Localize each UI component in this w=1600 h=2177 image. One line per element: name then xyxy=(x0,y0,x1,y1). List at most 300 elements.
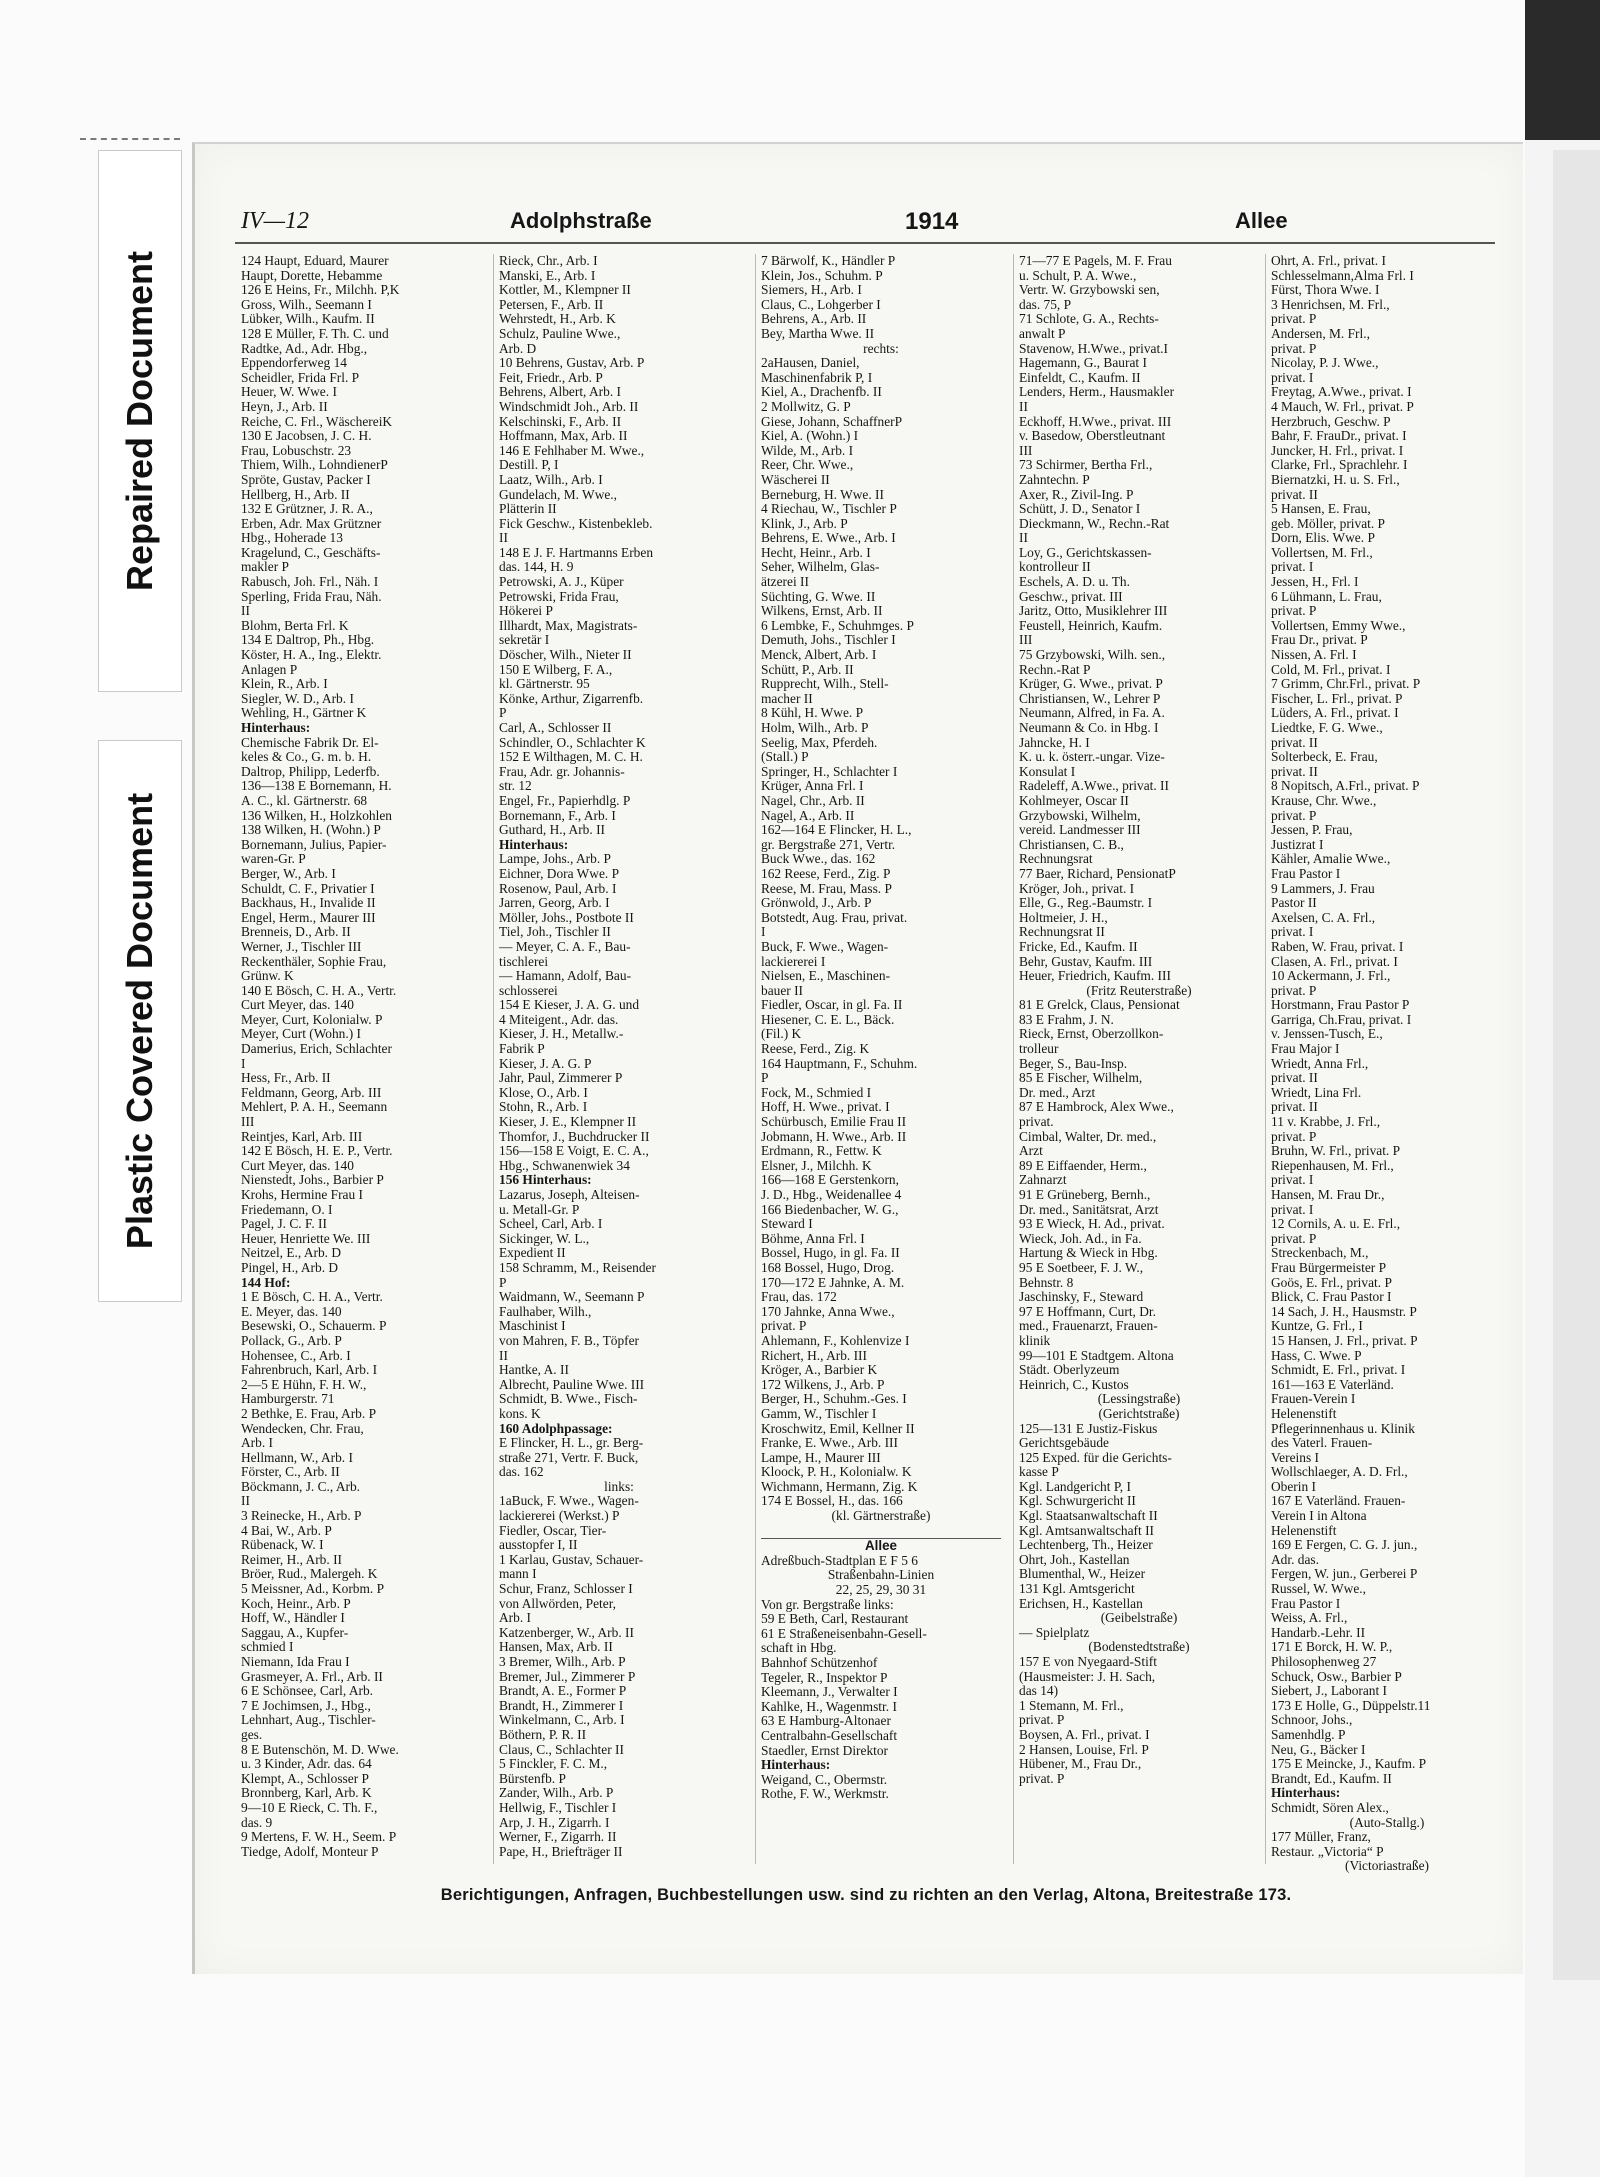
directory-entry-line: 6 Lühmann, L. Frau, xyxy=(1271,589,1382,604)
plastic-covered-label xyxy=(98,740,182,1302)
directory-entry-line: Christiansen, W., Lehrer P xyxy=(1019,691,1161,706)
directory-entry-line: 2aHausen, Daniel, xyxy=(761,356,860,371)
directory-entry-line: Möller, Johs., Postbote II xyxy=(499,910,634,925)
directory-entry-line: Konsulat I xyxy=(1019,764,1076,779)
directory-entry-line: Erichsen, H., Kastellan xyxy=(1019,1596,1143,1611)
directory-entry-line: Weigand, C., Obermstr. xyxy=(761,1772,888,1787)
directory-entry-line: Jessen, H., Frl. I xyxy=(1271,575,1359,590)
directory-entry-line: Schlesselmann,Alma Frl. I xyxy=(1271,268,1414,283)
directory-entry-line: 6 Lembke, F., Schuhmges. P xyxy=(761,618,914,633)
column-rule xyxy=(1013,254,1014,1864)
directory-entry-line: Kroschwitz, Emil, Kellner II xyxy=(761,1421,915,1436)
directory-entry-line: III xyxy=(241,1115,255,1130)
directory-entry-line: Kgl. Amtsanwaltschaft II xyxy=(1019,1523,1154,1538)
directory-entry-line: Thiem, Wilh., LohndienerP xyxy=(241,458,388,473)
directory-entry-line: 7 Grimm, Chr.Frl., privat. P xyxy=(1271,677,1421,692)
directory-entry-line: Werner, F., Zigarrh. II xyxy=(499,1830,617,1845)
directory-entry-line: Rechnungsrat II xyxy=(1019,925,1105,940)
directory-entry-line: 126 E Heins, Fr., Milchh. P,K xyxy=(241,283,400,298)
directory-entry-line: II xyxy=(241,1494,250,1509)
directory-entry-line: (Fil.) K xyxy=(761,1027,802,1042)
directory-entry-line: Rechn.-Rat P xyxy=(1019,662,1091,677)
directory-entry-line: — Hamann, Adolf, Bau- xyxy=(499,969,632,984)
directory-entry-line: Russel, W. Wwe., xyxy=(1271,1582,1366,1597)
directory-entry-line: Damerius, Erich, Schlachter xyxy=(241,1042,392,1057)
directory-entry-line: Siebert, J., Laborant I xyxy=(1271,1684,1388,1699)
directory-entry-line: anwalt P xyxy=(1019,326,1066,341)
directory-entry-line: Behrens, Albert, Arb. I xyxy=(499,385,621,400)
directory-entry-line: 148 E J. F. Hartmanns Erben xyxy=(499,545,654,560)
directory-entry-line: Bürstenfb. P xyxy=(499,1771,566,1786)
directory-entry-line: 1aBuck, F. Wwe., Wagen- xyxy=(499,1494,639,1509)
directory-entry-line: mann I xyxy=(499,1567,537,1582)
directory-entry-line: Pollack, G., Arb. P xyxy=(241,1333,342,1348)
directory-entry-line: vereid. Landmesser III xyxy=(1019,823,1141,838)
directory-entry-line: I xyxy=(241,1056,246,1071)
directory-entry-line: Adreßbuch-Stadtplan E F 5 6 xyxy=(761,1553,918,1568)
directory-entry-line: Engel, Fr., Papierhdlg. P xyxy=(499,793,631,808)
directory-entry-line: 3 Bremer, Wilh., Arb. P xyxy=(499,1655,626,1669)
directory-entry-line: Wieck, Joh. Ad., in Fa. xyxy=(1019,1231,1142,1246)
directory-entry-line: 144 Hof: xyxy=(241,1275,291,1290)
directory-entry-line: Anlagen P xyxy=(241,662,298,677)
directory-entry-line: 173 E Holle, G., Düppelstr.11 xyxy=(1271,1698,1431,1713)
directory-entry-line: Wollschlaeger, A. D. Frl., xyxy=(1271,1465,1408,1480)
directory-entry-line: Krüger, Anna Frl. I xyxy=(761,779,864,794)
directory-entry-line: Schindler, O., Schlachter K xyxy=(499,735,646,750)
directory-entry-line: Fiedler, Oscar, in gl. Fa. II xyxy=(761,998,903,1013)
publisher-footer: Berichtigungen, Anfragen, Buchbestellungen usw. sind zu richten an den Verlag, Altona, Breitestraße 173. xyxy=(440,1886,1292,1904)
directory-entry-line: Berneburg, H. Wwe. II xyxy=(761,487,884,502)
directory-entry-line: Maschinenfabrik P, I xyxy=(761,370,873,385)
directory-entry-line: Kiel, A., Drachenfb. II xyxy=(761,385,882,400)
directory-entry-line: 156 Hinterhaus: xyxy=(499,1173,592,1188)
directory-entry-line: privat. P xyxy=(1271,604,1317,619)
directory-entry-line: Raben, W. Frau, privat. I xyxy=(1271,939,1404,954)
directory-entry-line: 83 E Frahm, J. N. xyxy=(1019,1012,1114,1027)
directory-entry-line: 10 Ackermann, J. Frl., xyxy=(1271,969,1391,984)
directory-entry-line: 134 E Daltrop, Ph., Hbg. xyxy=(241,633,375,648)
directory-entry-line: J. D., Hbg., Weidenallee 4 xyxy=(761,1188,902,1202)
directory-entry-line: ges. xyxy=(241,1727,263,1742)
directory-entry-line: Ahlemann, F., Kohlenvize I xyxy=(761,1333,910,1348)
directory-entry-line: Liedtke, F. G. Wwe., xyxy=(1271,721,1383,735)
directory-entry-line: Kröger, Joh., privat. I xyxy=(1019,881,1135,896)
directory-entry-line: 5 Meissner, Ad., Korbm. P xyxy=(241,1582,385,1597)
directory-entry-line: Städt. Oberlyzeum xyxy=(1019,1363,1120,1378)
directory-entry-line: Juncker, H. Frl., privat. I xyxy=(1271,443,1404,458)
directory-entry-line: Neumann & Co. in Hbg. I xyxy=(1019,721,1159,735)
directory-entry-line: Laatz, Wilh., Arb. I xyxy=(499,472,603,487)
directory-entry-line: Niemann, Ida Frau I xyxy=(241,1655,350,1669)
directory-entry-line: 132 E Grützner, J. R. A., xyxy=(241,502,373,517)
directory-entry-line: Hinterhaus: xyxy=(499,837,569,852)
directory-entry-line: Kieser, J. E., Klempner II xyxy=(499,1115,637,1130)
directory-entry-line: Cimbal, Walter, Dr. med., xyxy=(1019,1129,1157,1144)
directory-entry-line: 4 Bai, W., Arb. P xyxy=(241,1523,332,1538)
directory-entry-line: Hecht, Heinr., Arb. I xyxy=(761,545,871,560)
directory-entry-line: Grönwold, J., Arb. P xyxy=(761,896,872,911)
directory-entry-line: privat. P xyxy=(1271,1231,1317,1246)
directory-entry-line: kl. Gärtnerstr. 95 xyxy=(499,677,590,692)
directory-entry-line: 162—164 E Flincker, H. L., xyxy=(761,823,912,838)
directory-entry-line: 15 Hansen, J. Frl., privat. P xyxy=(1271,1333,1418,1348)
directory-entry-line: Gundelach, M. Wwe., xyxy=(499,487,618,502)
directory-entry-line: privat. I xyxy=(1271,925,1314,940)
directory-entry-line: Carl, A., Schlosser II xyxy=(499,721,612,735)
directory-entry-line: privat. P xyxy=(1271,983,1317,998)
directory-entry-line: 170 Jahnke, Anna Wwe., xyxy=(761,1304,895,1319)
directory-entry-line: Lehnhart, Aug., Tischler- xyxy=(241,1713,376,1728)
directory-entry-line: Cold, M. Frl., privat. I xyxy=(1271,662,1391,677)
directory-entry-line: Pape, H., Briefträger II xyxy=(499,1844,623,1859)
directory-entry-line: Pastor II xyxy=(1271,896,1317,911)
directory-entry-line: Winkelmann, C., Arb. I xyxy=(499,1713,625,1728)
directory-entry-line: Hess, Fr., Arb. II xyxy=(241,1071,331,1086)
directory-entry-line: Hbg., Schwanenwiek 34 xyxy=(499,1158,630,1173)
directory-entry-line: 75 Grzybowski, Wilh. sen., xyxy=(1019,648,1166,663)
scan-shadow xyxy=(1553,150,1600,1980)
directory-entry-line: 3 Reinecke, H., Arb. P xyxy=(241,1509,362,1524)
directory-entry-line: Erben, Adr. Max Grützner xyxy=(241,516,382,531)
directory-entry-line: Lübker, Wilh., Kaufm. II xyxy=(241,312,375,327)
directory-entry-line: Klempt, A., Schlosser P xyxy=(241,1771,369,1786)
directory-entry-line: Einfeldt, C., Kaufm. II xyxy=(1019,370,1141,385)
directory-entry-line: Neumann, Alfred, in Fa. A. xyxy=(1019,706,1165,721)
directory-entry-line: Maschinist I xyxy=(499,1319,566,1334)
directory-entry-line: Helenenstift xyxy=(1271,1406,1337,1421)
directory-entry-line: Verein I in Altona xyxy=(1271,1509,1367,1524)
directory-entry-line: Wehling, H., Gärtner K xyxy=(241,706,367,721)
directory-entry-line: privat. II xyxy=(1271,1100,1318,1115)
directory-entry-line: keles & Co., G. m. b. H. xyxy=(241,750,372,765)
directory-entry-line: Wichmann, Hermann, Zig. K xyxy=(761,1479,918,1494)
directory-entry-line: gr. Bergstraße 271, Vertr. xyxy=(761,837,896,852)
directory-entry-line: privat. P xyxy=(1271,808,1317,823)
directory-entry-line: Garriga, Ch.Frau, privat. I xyxy=(1271,1012,1412,1027)
directory-entry-line: III xyxy=(1019,633,1033,648)
directory-entry-line: (Hausmeister: J. H. Sach, xyxy=(1019,1669,1156,1684)
directory-entry-line: Fergen, W. jun., Gerberei P xyxy=(1271,1567,1418,1582)
directory-entry-line: K. u. k. österr.-ungar. Vize- xyxy=(1019,750,1165,765)
directory-entry-line: Jarren, Georg, Arb. I xyxy=(499,896,610,911)
directory-entry-line: Hiesener, C. E. L., Bäck. xyxy=(761,1012,895,1027)
directory-entry-line: Bruhn, W. Frl., privat. P xyxy=(1271,1144,1401,1159)
directory-entry-line: 5 Finckler, F. C. M., xyxy=(499,1757,608,1772)
directory-entry-line: Neu, G., Bäcker I xyxy=(1271,1742,1366,1757)
directory-entry-line: 71—77 E Pagels, M. F. Frau xyxy=(1019,254,1172,268)
directory-entry-line: Jobmann, H. Wwe., Arb. II xyxy=(761,1129,907,1144)
directory-entry-line: waren-Gr. P xyxy=(241,852,306,867)
directory-entry-line: Lazarus, Joseph, Alteisen- xyxy=(499,1188,640,1202)
directory-entry-line: privat. P xyxy=(1271,1129,1317,1144)
directory-entry-line: Justizrat I xyxy=(1271,837,1324,852)
directory-entry-line: Spröte, Gustav, Packer I xyxy=(241,472,371,487)
directory-entry-line: Lampe, Johs., Arb. P xyxy=(499,852,611,867)
directory-entry-line: 171 E Borck, H. W. P., xyxy=(1271,1640,1393,1655)
directory-entry-line: Wendecken, Chr. Frau, xyxy=(241,1421,364,1436)
directory-entry-line: sekretär I xyxy=(499,633,550,648)
directory-entry-line: Kuntze, G. Frl., I xyxy=(1271,1319,1363,1334)
directory-entry-line: 166—168 E Gerstenkorn, xyxy=(761,1173,899,1188)
directory-entry-line: Heinrich, C., Kustos xyxy=(1019,1377,1129,1392)
directory-entry-line: Reer, Chr. Wwe., xyxy=(761,458,854,473)
directory-entry-line: von Allwörden, Peter, xyxy=(499,1596,616,1611)
directory-entry-line: Kahlke, H., Wagenmstr. I xyxy=(761,1699,897,1714)
directory-entry-line: 146 E Fehlhaber M. Wwe., xyxy=(499,443,645,458)
directory-entry-line: Fiedler, Oscar, Tier- xyxy=(499,1523,607,1538)
directory-entry-line: Demuth, Johs., Tischler I xyxy=(761,633,896,648)
directory-entry-line: 174 E Bossel, H., das. 166 xyxy=(761,1494,903,1509)
directory-entry-line: Kieser, J. H., Metallw.- xyxy=(499,1027,624,1042)
directory-entry-line: Axelsen, C. A. Frl., xyxy=(1271,910,1376,925)
directory-entry-line: Reimer, H., Arb. II xyxy=(241,1552,342,1567)
directory-entry-line: Engel, Herm., Maurer III xyxy=(241,910,376,925)
directory-entry-line: Stohn, R., Arb. I xyxy=(499,1100,588,1115)
directory-entry-line: 93 E Wieck, H. Ad., privat. xyxy=(1019,1217,1165,1232)
directory-entry-line: Steward I xyxy=(761,1217,813,1232)
directory-entry-line: privat. II xyxy=(1271,764,1318,779)
directory-columns xyxy=(241,254,1503,1874)
directory-entry-line: Boysen, A. Frl., privat. I xyxy=(1019,1727,1150,1742)
directory-entry-line: Waidmann, W., Seemann P xyxy=(499,1290,645,1305)
directory-entry-line: 9 Mertens, F. W. H., Seem. P xyxy=(241,1830,397,1845)
directory-entry-line: E Flincker, H. L., gr. Berg- xyxy=(499,1436,644,1451)
directory-column-4 xyxy=(1019,254,1259,1874)
directory-entry-line: Lüders, A. Frl., privat. I xyxy=(1271,706,1399,721)
directory-entry-line: Rabusch, Joh. Frl., Näh. I xyxy=(241,575,379,590)
directory-column-1 xyxy=(241,254,481,1874)
directory-page xyxy=(192,142,1523,1974)
directory-entry-line: Süchting, G. Wwe. II xyxy=(761,589,876,604)
directory-entry-line: Arb. I xyxy=(241,1436,273,1451)
directory-entry-line: 130 E Jacobsen, J. C. H. xyxy=(241,429,372,444)
directory-entry-line: Hartung & Wieck in Hbg. xyxy=(1019,1246,1158,1261)
directory-entry-line: Bahnhof Schützenhof xyxy=(761,1656,878,1670)
scan-dark-corner xyxy=(1525,0,1600,140)
directory-entry-line: Schuldt, C. F., Privatier I xyxy=(241,881,375,896)
directory-entry-line: Von gr. Bergstraße links: xyxy=(761,1597,894,1612)
directory-entry-line: 154 E Kieser, J. A. G. und xyxy=(499,998,640,1013)
dashed-edge-line xyxy=(80,138,180,140)
directory-entry-line: Arb. I xyxy=(499,1611,531,1626)
header-street-left: Adolphstraße xyxy=(510,208,652,233)
directory-entry-line: Feldmann, Georg, Arb. III xyxy=(241,1085,382,1100)
directory-entry-line: P xyxy=(499,706,507,721)
directory-entry-line: Elle, G., Reg.-Baumstr. I xyxy=(1019,896,1153,911)
directory-entry-line: Kragelund, C., Geschäfts- xyxy=(241,545,381,560)
directory-entry-line: Bossel, Hugo, in gl. Fa. II xyxy=(761,1246,900,1261)
directory-entry-line: Menck, Albert, Arb. I xyxy=(761,648,877,663)
directory-entry-line: Schur, Franz, Schlosser I xyxy=(499,1582,633,1597)
directory-entry-line: Besewski, O., Schauerm. P xyxy=(241,1319,387,1334)
directory-entry-line: Böhme, Anna Frl. I xyxy=(761,1231,865,1246)
header-year: 1914 xyxy=(905,208,959,235)
directory-entry-line: Tiedge, Adolf, Monteur P xyxy=(241,1844,379,1859)
directory-entry-line: Katzenberger, W., Arb. II xyxy=(499,1625,634,1640)
directory-entry-line: (Gerichtstraße) xyxy=(1098,1406,1180,1421)
directory-entry-line: das. 9 xyxy=(241,1815,273,1830)
directory-entry-line: Fabrik P xyxy=(499,1042,545,1057)
directory-entry-line: Curt Meyer, das. 140 xyxy=(241,1158,354,1173)
directory-entry-line: Zahnarzt xyxy=(1019,1173,1067,1188)
directory-entry-line: Frau Major I xyxy=(1271,1042,1340,1057)
directory-entry-line: 162 Reese, Ferd., Zig. P xyxy=(761,866,891,881)
directory-entry-line: Petersen, F., Arb. II xyxy=(499,297,604,312)
directory-entry-line: Christiansen, C. B., xyxy=(1019,837,1124,852)
directory-entry-line: Arp, J. H., Zigarrh. I xyxy=(499,1815,610,1830)
directory-entry-line: Hoffmann, Max, Arb. II xyxy=(499,429,628,444)
directory-entry-line: Hagemann, G., Baurat I xyxy=(1019,356,1147,371)
directory-entry-line: 164 Hauptmann, F., Schuhm. xyxy=(761,1056,918,1071)
directory-entry-line: Rieck, Ernst, Oberzollkon- xyxy=(1019,1027,1164,1042)
directory-entry-line: Böthern, P. R. II xyxy=(499,1727,587,1742)
directory-entry-line: 150 E Wilberg, F. A., xyxy=(499,662,613,677)
directory-entry-line: (kl. Gärtnerstraße) xyxy=(831,1509,931,1524)
directory-entry-line: 172 Wilkens, J., Arb. P xyxy=(761,1377,885,1392)
directory-entry-line: 136 Wilken, H., Holzkohlen xyxy=(241,808,392,823)
directory-entry-line: Reese, Ferd., Zig. K xyxy=(761,1042,870,1057)
directory-entry-line: u. Metall-Gr. P xyxy=(499,1202,580,1217)
directory-entry-line: Eppendorferweg 14 xyxy=(241,356,347,371)
directory-entry-line: Herzbruch, Geschw. P xyxy=(1271,414,1391,429)
directory-entry-line: 87 E Hambrock, Alex Wwe., xyxy=(1019,1100,1174,1115)
directory-entry-line: Illhardt, Max, Magistrats- xyxy=(499,618,638,633)
directory-entry-line: Kottler, M., Klempner II xyxy=(499,283,631,298)
directory-entry-line: 140 E Bösch, C. H. A., Vertr. xyxy=(241,983,397,998)
directory-entry-line: lackiererei (Werkst.) P xyxy=(499,1509,620,1524)
directory-entry-line: 1 Stemann, M. Frl., xyxy=(1019,1698,1124,1713)
directory-entry-line: 89 E Eiffaender, Herm., xyxy=(1019,1158,1147,1173)
directory-entry-line: 168 Bossel, Hugo, Drog. xyxy=(761,1260,895,1275)
directory-entry-line: Horstmann, Frau Pastor P xyxy=(1271,998,1410,1013)
directory-entry-line: 2—5 E Hühn, F. H. W., xyxy=(241,1377,367,1392)
directory-entry-line: (Stall.) P xyxy=(761,750,809,765)
page-number: IV—12 xyxy=(241,208,309,234)
directory-entry-line: Berger, W., Arb. I xyxy=(241,866,336,881)
directory-entry-line: Feit, Friedr., Arb. P xyxy=(499,370,603,385)
directory-entry-line: 175 E Meincke, J., Kaufm. P xyxy=(1271,1757,1427,1772)
directory-entry-line: Franke, E. Wwe., Arb. III xyxy=(761,1436,898,1451)
directory-entry-line: 142 E Bösch, H. E. P., Vertr. xyxy=(241,1144,393,1159)
directory-entry-line: Kleemann, J., Verwalter I xyxy=(761,1685,898,1700)
directory-entry-line: Hübener, M., Frau Dr., xyxy=(1019,1757,1142,1772)
directory-entry-line: Hinterhaus: xyxy=(761,1758,831,1773)
directory-entry-line: 2 Bethke, E. Frau, Arb. P xyxy=(241,1406,377,1421)
directory-entry-line: Nielsen, E., Maschinen- xyxy=(761,969,891,984)
directory-entry-line: Centralbahn-Gesellschaft xyxy=(761,1728,898,1743)
directory-entry-line: bauer II xyxy=(761,983,804,998)
directory-entry-line: privat. P xyxy=(761,1319,807,1334)
repaired-label-text: Repaired Document xyxy=(119,250,160,592)
plastic-label-text: Plastic Covered Document xyxy=(119,792,160,1250)
directory-entry-line: Backhaus, H., Invalide II xyxy=(241,896,376,911)
directory-entry-line: 167 E Vaterländ. Frauen- xyxy=(1271,1494,1406,1509)
directory-entry-line: Klink, J., Arb. P xyxy=(761,516,848,531)
directory-entry-line: Brandt, A. E., Former P xyxy=(499,1684,627,1699)
directory-entry-line: 161—163 E Vaterländ. xyxy=(1271,1377,1394,1392)
directory-entry-line: Nagel, Chr., Arb. II xyxy=(761,793,865,808)
directory-entry-line: Rechnungsrat xyxy=(1019,852,1093,867)
directory-entry-line: Wäscherei II xyxy=(761,472,830,487)
directory-entry-line: privat. P xyxy=(1271,341,1317,356)
directory-entry-line: Frau Dr., privat. P xyxy=(1271,633,1368,648)
directory-entry-line: Arb. D xyxy=(499,341,537,356)
directory-entry-line: Expedient II xyxy=(499,1246,566,1261)
directory-entry-line: Fick Geschw., Kistenbekleb. xyxy=(499,516,653,531)
directory-entry-line: 158 Schramm, M., Reisender xyxy=(499,1260,656,1275)
directory-entry-line: Haupt, Dorette, Hebamme xyxy=(241,268,383,283)
directory-entry-line: A. C., kl. Gärtnerstr. 68 xyxy=(241,793,368,808)
directory-entry-line: Holm, Wilh., Arb. P xyxy=(761,721,869,735)
directory-entry-line: 12 Cornils, A. u. E. Frl., xyxy=(1271,1217,1401,1232)
directory-entry-line: Samenhdlg. P xyxy=(1271,1727,1346,1742)
directory-entry-line: Neitzel, E., Arb. D xyxy=(241,1246,342,1261)
directory-entry-line: geb. Möller, privat. P xyxy=(1271,516,1386,531)
directory-entry-line: Dr. med., Sanitätsrat, Arzt xyxy=(1019,1202,1159,1217)
directory-entry-line: 8 Nopitsch, A.Frl., privat. P xyxy=(1271,779,1420,794)
directory-entry-line: Krause, Chr. Wwe., xyxy=(1271,793,1377,808)
directory-entry-line: Meyer, Curt, Kolonialw. P xyxy=(241,1012,383,1027)
directory-entry-line: Klein, Jos., Schuhm. P xyxy=(761,268,883,283)
directory-entry-line: Eschels, A. D. u. Th. xyxy=(1019,575,1130,590)
directory-entry-line: 2 Mollwitz, G. P xyxy=(761,399,851,414)
directory-entry-line: Kohlmeyer, Oscar II xyxy=(1019,793,1129,808)
directory-entry-line: (Fritz Reuterstraße) xyxy=(1086,983,1192,998)
directory-entry-line: Windschmidt Joh., Arb. II xyxy=(499,399,639,414)
directory-entry-line: 97 E Hoffmann, Curt, Dr. xyxy=(1019,1304,1156,1319)
directory-entry-line: Schmidt, B. Wwe., Fisch- xyxy=(499,1392,638,1407)
directory-entry-line: 61 E Straßeneisenbahn-Gesell- xyxy=(761,1626,927,1641)
directory-entry-line: Fürst, Thora Wwe. I xyxy=(1271,283,1380,298)
directory-entry-line: 166 Biedenbacher, W. G., xyxy=(761,1202,899,1217)
directory-entry-line: Thomfor, J., Buchdrucker II xyxy=(499,1129,650,1144)
directory-entry-line: das. 162 xyxy=(499,1465,544,1480)
directory-entry-line: Andersen, M. Frl., xyxy=(1271,326,1370,341)
directory-entry-line: Hoff, H. Wwe., privat. I xyxy=(761,1100,890,1115)
directory-entry-line: das. 144, H. 9 xyxy=(499,560,574,575)
directory-entry-line: 71 Schlote, G. A., Rechts- xyxy=(1019,312,1159,327)
directory-entry-line: Staedler, Ernst Direktor xyxy=(761,1743,889,1758)
directory-entry-line: Claus, C., Schlachter II xyxy=(499,1742,624,1757)
directory-entry-line: Wehrstedt, H., Arb. K xyxy=(499,312,616,327)
directory-entry-line: Kgl. Schwurgericht II xyxy=(1019,1494,1136,1509)
directory-entry-line: Heuer, W. Wwe. I xyxy=(241,385,337,400)
directory-entry-line: 125—131 E Justiz-Fiskus xyxy=(1019,1421,1158,1436)
directory-entry-line: Hökerei P xyxy=(499,604,553,619)
directory-entry-line: Förster, C., Arb. II xyxy=(241,1465,340,1480)
directory-entry-line: Weiss, A. Frl., xyxy=(1271,1611,1348,1626)
directory-entry-line: Riepenhausen, M. Frl., xyxy=(1271,1158,1394,1173)
directory-entry-line: 10 Behrens, Gustav, Arb. P xyxy=(499,356,645,371)
directory-entry-line: Schütt, P., Arb. II xyxy=(761,662,854,677)
directory-entry-line: 170—172 E Jahnke, A. M. xyxy=(761,1275,905,1290)
directory-entry-line: privat. I xyxy=(1271,1173,1314,1188)
directory-entry-line: v. Basedow, Oberstleutnant xyxy=(1019,429,1166,444)
directory-column-3 xyxy=(761,254,1001,1874)
directory-entry-line: Mehlert, P. A. H., Seemann xyxy=(241,1100,388,1115)
directory-entry-line: Reiche, C. Frl., WäschereiK xyxy=(241,414,393,429)
directory-entry-line: Scheidler, Frida Frl. P xyxy=(241,370,360,385)
directory-entry-line: 95 E Soetbeer, F. J. W., xyxy=(1019,1260,1144,1275)
directory-entry-line: Reese, M. Frau, Mass. P xyxy=(761,881,892,896)
directory-entry-line: Claus, C., Lohgerber I xyxy=(761,297,881,312)
directory-entry-line: Holtmeier, J. H., xyxy=(1019,910,1108,925)
directory-entry-line: Hellwig, F., Tischler I xyxy=(499,1800,617,1815)
directory-entry-line: Kgl. Staatsanwaltschaft II xyxy=(1019,1509,1158,1524)
directory-entry-line: Frau, Lobuschstr. 23 xyxy=(241,443,352,458)
directory-entry-line: das. 75, P xyxy=(1019,297,1072,312)
